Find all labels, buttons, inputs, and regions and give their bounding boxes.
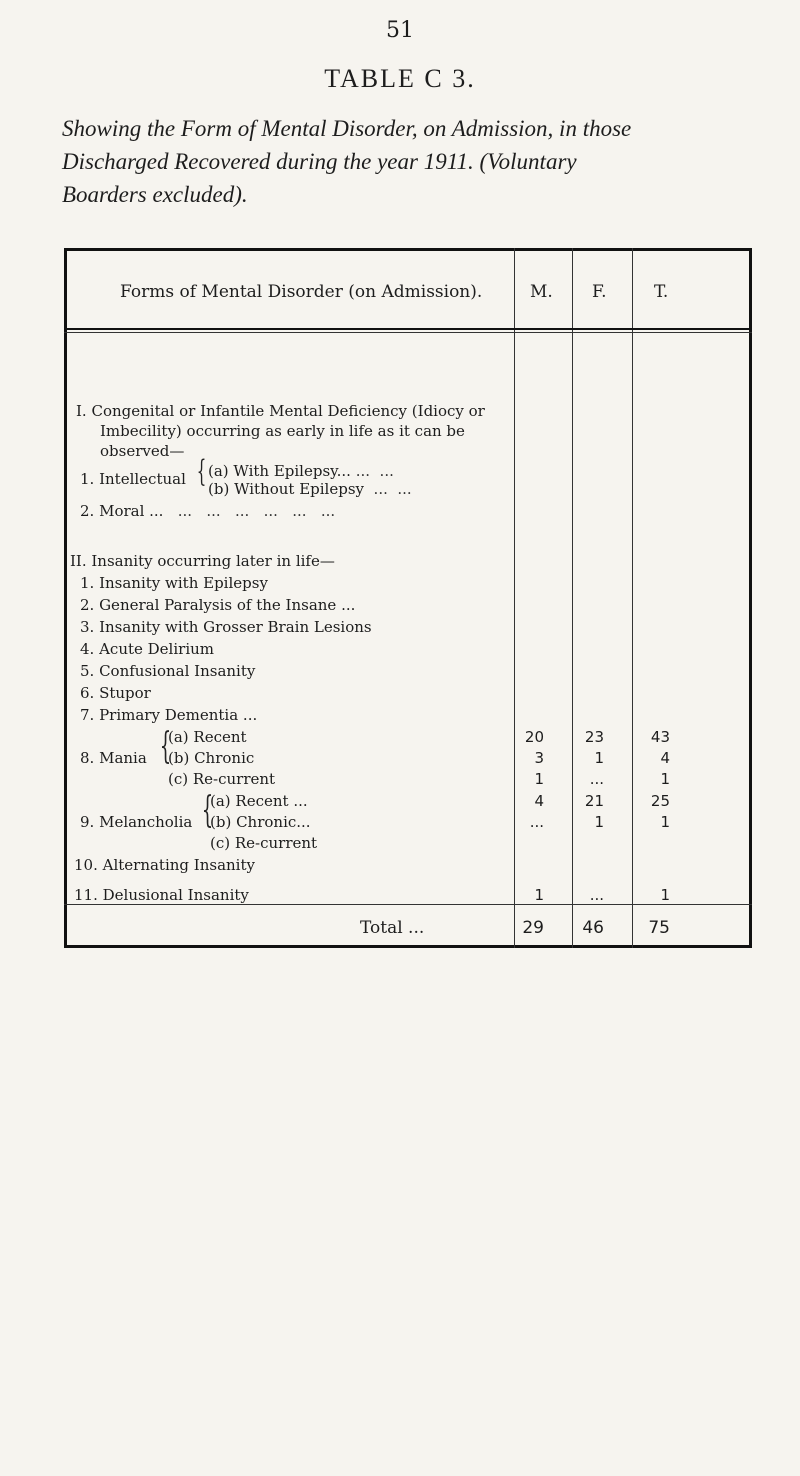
cell-mel-b-f: 1 [594, 813, 604, 831]
cell-mania-c-f: ... [589, 770, 604, 788]
row-melancholia: 9. Melancholia [80, 813, 193, 831]
row-intellectual: 1. Intellectual [80, 470, 186, 488]
header-rule [64, 328, 752, 330]
row-delusional: 11. Delusional Insanity [74, 886, 249, 904]
row-mania: 8. Mania [80, 749, 147, 767]
cell-mel-b-m: ... [529, 813, 544, 831]
caption-line-2: Discharged Recovered during the year 1911. (Voluntary [62, 149, 577, 174]
page-number: 51 [386, 18, 414, 43]
cell-dem-b-f: ... [589, 886, 604, 904]
section-1-heading-1: I. Congenital or Infantile Mental Deficiency (Idiocy or [76, 402, 485, 420]
section-1-heading-3: observed— [100, 442, 185, 460]
row-moral: 2. Moral ... ... ... ... ... ... ... [80, 502, 336, 520]
total-t: 75 [648, 918, 670, 938]
caption-line-1: Showing the Form of Mental Disorder, on Admission, in those [62, 116, 632, 141]
row-intellectual-a: (a) With Epilepsy... ... ... [208, 462, 394, 480]
cell-mania-b-m: 3 [534, 749, 544, 767]
header-rule-thin [64, 332, 752, 333]
cell-mel-b-t: 1 [660, 813, 670, 831]
brace-icon: { [159, 726, 172, 767]
caption-line-3: Boarders excluded). [62, 182, 248, 207]
total-m: 29 [522, 918, 544, 938]
row-stupor: 6. Stupor [80, 684, 151, 702]
section-1-heading-2: Imbecility) occurring as early in life as it can be [100, 422, 465, 440]
row-insanity-epilepsy: 1. Insanity with Epilepsy [80, 574, 268, 592]
row-mania-c: (c) Re-current [168, 770, 276, 788]
header-m: M. [530, 282, 553, 302]
cell-mania-c-m: 1 [534, 770, 544, 788]
header-f: F. [592, 282, 607, 302]
cell-dem-b-t: 1 [660, 886, 670, 904]
cell-mania-a-t: 43 [650, 728, 670, 746]
column-divider [572, 248, 573, 948]
row-alternating: 10. Alternating Insanity [74, 856, 255, 874]
cell-mel-a-m: 4 [534, 792, 544, 810]
row-acute-delirium: 4. Acute Delirium [80, 640, 214, 658]
cell-dem-b-m: 1 [534, 886, 544, 904]
table-caption [62, 112, 752, 211]
section-2-heading: II. Insanity occurring later in life— [70, 552, 335, 570]
total-rule [64, 904, 752, 905]
header-t: T. [654, 282, 669, 302]
cell-mania-b-t: 4 [660, 749, 670, 767]
cell-mania-c-t: 1 [660, 770, 670, 788]
header-forms: Forms of Mental Disorder (on Admission). [120, 282, 483, 302]
cell-mania-a-f: 23 [584, 728, 604, 746]
cell-mel-a-t: 25 [650, 792, 670, 810]
row-primary-dementia: 7. Primary Dementia ... [80, 706, 258, 724]
row-mania-b: (b) Chronic [168, 749, 255, 767]
brace-icon: { [201, 790, 214, 831]
row-melancholia-a: (a) Recent ... [210, 792, 308, 810]
cell-mania-b-f: 1 [594, 749, 604, 767]
row-confusional: 5. Confusional Insanity [80, 662, 256, 680]
brace-icon: { [196, 454, 207, 489]
cell-mania-a-m: 20 [524, 728, 544, 746]
column-divider [632, 248, 633, 948]
row-brain-lesions: 3. Insanity with Grosser Brain Lesions [80, 618, 372, 636]
row-intellectual-b: (b) Without Epilepsy ... ... [208, 480, 412, 498]
row-general-paralysis: 2. General Paralysis of the Insane ... [80, 596, 356, 614]
row-melancholia-b: (b) Chronic... [210, 813, 311, 831]
total-f: 46 [582, 918, 604, 938]
row-melancholia-c: (c) Re-current [210, 834, 318, 852]
row-mania-a: (a) Recent [168, 728, 247, 746]
cell-mel-a-f: 21 [584, 792, 604, 810]
table-title: TABLE C 3. [324, 64, 476, 93]
total-label: Total ... [360, 918, 425, 938]
column-divider [514, 248, 515, 948]
